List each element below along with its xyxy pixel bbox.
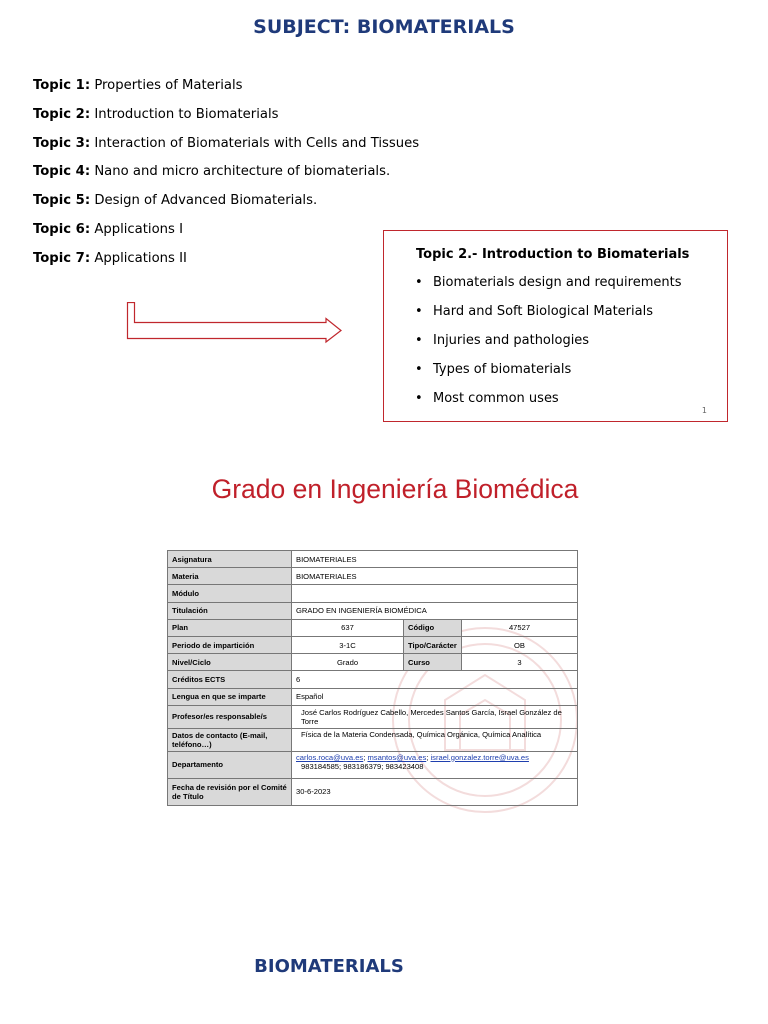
table-row bbox=[168, 654, 578, 671]
topic-list bbox=[33, 76, 419, 278]
box-bullet-item bbox=[415, 387, 682, 416]
table-value: Física de la Materia Condensada, Química Orgánica, Química Analítica bbox=[292, 728, 578, 751]
table-label: Departamento bbox=[168, 751, 292, 778]
table-label: Datos de contacto (E-mail, teléfono…) bbox=[168, 728, 292, 751]
table-value: 6 bbox=[292, 671, 578, 688]
topic2-slide-box bbox=[383, 230, 728, 422]
topic-text: Interaction of Biomaterials with Cells and Tissues bbox=[90, 135, 420, 151]
table-row bbox=[168, 688, 578, 705]
course-info-table bbox=[167, 550, 578, 806]
table-label: Créditos ECTS bbox=[168, 671, 292, 688]
topic-label: Topic 7: bbox=[33, 250, 91, 266]
topic-item bbox=[33, 162, 419, 191]
topic-text: Introduction to Biomaterials bbox=[90, 106, 279, 122]
topic-item bbox=[33, 76, 419, 105]
bullet-icon: • bbox=[415, 275, 423, 290]
table-value: Español bbox=[292, 688, 578, 705]
table-value: GRADO EN INGENIERÍA BIOMÉDICA bbox=[292, 602, 578, 619]
box-bullet-text: Injuries and pathologies bbox=[433, 333, 590, 348]
table-value: BIOMATERIALES bbox=[292, 568, 578, 585]
table-value bbox=[292, 585, 578, 602]
page-number: 1 bbox=[701, 406, 707, 415]
table-label: Módulo bbox=[168, 585, 292, 602]
bullet-icon: • bbox=[415, 333, 423, 348]
topic-label: Topic 4: bbox=[33, 164, 91, 180]
table-row bbox=[168, 671, 578, 688]
table-row bbox=[168, 568, 578, 585]
topic-label: Topic 2: bbox=[33, 106, 91, 122]
table-label: Periodo de impartición bbox=[168, 636, 292, 653]
topic-label: Topic 6: bbox=[33, 221, 91, 237]
box-bullet-text: Biomaterials design and requirements bbox=[433, 275, 682, 290]
table-row bbox=[168, 728, 578, 751]
table-value: OB bbox=[462, 636, 578, 653]
box-bullet-text: Types of biomaterials bbox=[433, 362, 572, 377]
box-bullet-item bbox=[415, 300, 682, 329]
topic-item bbox=[33, 134, 419, 163]
topic-text: Design of Advanced Biomaterials. bbox=[90, 193, 318, 209]
box-bullet-text: Most common uses bbox=[433, 391, 559, 406]
box-bullet-text: Hard and Soft Biological Materials bbox=[433, 304, 653, 319]
table-value: 3-1C bbox=[292, 636, 404, 653]
table-label: Curso bbox=[404, 654, 462, 671]
phone-numbers: 983184585; 983186379; 983423408 bbox=[301, 761, 424, 771]
topic-label: Topic 5: bbox=[33, 193, 91, 209]
table-row bbox=[168, 751, 578, 778]
subject-title: SUBJECT: BIOMATERIALS bbox=[253, 16, 515, 38]
table-row bbox=[168, 619, 578, 636]
email-link[interactable]: carlos.roca@uva.es bbox=[296, 752, 364, 762]
bullet-icon: • bbox=[415, 391, 423, 406]
topic-text: Applications I bbox=[90, 221, 183, 237]
table-value bbox=[292, 751, 578, 778]
table-row bbox=[168, 602, 578, 619]
table-label: Titulación bbox=[168, 602, 292, 619]
bottom-title: BIOMATERIALS bbox=[254, 956, 404, 977]
table-label: Lengua en que se imparte bbox=[168, 688, 292, 705]
table-label: Tipo/Carácter bbox=[404, 636, 462, 653]
box-bullet-item bbox=[415, 271, 682, 300]
table-value: 3 bbox=[462, 654, 578, 671]
box-bullet-item bbox=[415, 358, 682, 387]
bullet-icon: • bbox=[415, 362, 423, 377]
table-value: BIOMATERIALES bbox=[292, 551, 578, 568]
table-label: Plan bbox=[168, 619, 292, 636]
topic-label: Topic 1: bbox=[33, 78, 91, 93]
table-label: Profesor/es responsable/s bbox=[168, 705, 292, 728]
table-label: Materia bbox=[168, 568, 292, 585]
table-label: Nivel/Ciclo bbox=[168, 654, 292, 671]
topic-text: Applications II bbox=[90, 250, 187, 266]
box-bullet-item bbox=[415, 329, 682, 358]
topic-text: Nano and micro architecture of biomaterials. bbox=[90, 164, 391, 180]
email-link[interactable]: msantos@uva.es bbox=[367, 752, 427, 762]
degree-title: Grado en Ingeniería Biomédica bbox=[211, 474, 579, 504]
table-label: Fecha de revisión por el Comité de Título bbox=[168, 778, 292, 805]
table-row bbox=[168, 636, 578, 653]
table-value: 30-6-2023 bbox=[292, 778, 578, 805]
topic-label: Topic 3: bbox=[33, 135, 91, 151]
table-row bbox=[168, 778, 578, 805]
topic-text: Properties of Materials bbox=[90, 78, 243, 93]
box-bullet-list bbox=[415, 271, 682, 416]
table-row bbox=[168, 551, 578, 568]
table-value: 637 bbox=[292, 619, 404, 636]
bullet-icon: • bbox=[415, 304, 423, 319]
arrow-right-icon bbox=[124, 302, 346, 344]
table-value: José Carlos Rodríguez Cabello, Mercedes Santos García, Israel González de Torre bbox=[292, 705, 578, 728]
box-title: Topic 2.- Introduction to Biomaterials bbox=[416, 247, 690, 262]
topic-item bbox=[33, 191, 419, 220]
table-value: 47527 bbox=[462, 619, 578, 636]
table-row bbox=[168, 585, 578, 602]
table-row bbox=[168, 705, 578, 728]
topic-item bbox=[33, 220, 419, 249]
table-label: Código bbox=[404, 619, 462, 636]
topic-item bbox=[33, 249, 419, 278]
topic-item bbox=[33, 105, 419, 134]
table-value: Grado bbox=[292, 654, 404, 671]
separator: ; bbox=[363, 752, 368, 762]
table-label: Asignatura bbox=[168, 551, 292, 568]
separator: ; bbox=[426, 752, 431, 762]
email-link[interactable]: israel.gonzalez.torre@uva.es bbox=[430, 752, 529, 762]
